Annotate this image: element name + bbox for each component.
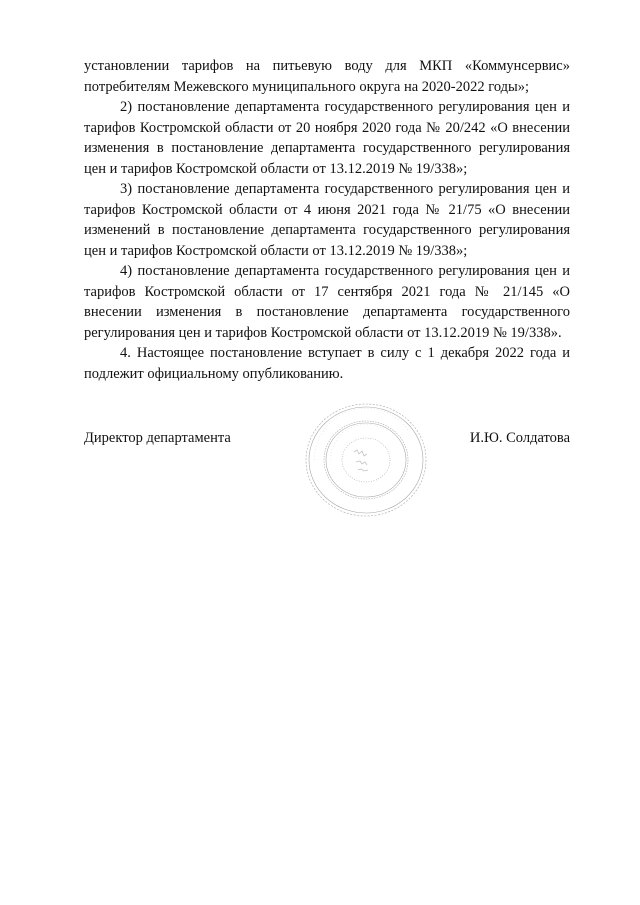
signature-block — [84, 400, 570, 530]
paragraph-continuation: установлении тарифов на питьевую воду для МКП «Коммунсервис» потребителям Межевского муниципального округа на 2020-2022 годы»; — [84, 58, 570, 95]
official-stamp — [296, 400, 436, 520]
svg-text:· · · · · · · · · · · · · · ·: · · · · · · · · · · · · · · · · · · · · · · · · · · · · · · · · · · · · · · · · — [311, 405, 410, 461]
paragraph-effective-date: 4. Настоящее постановление вступает в силу с 1 декабря 2022 года и подлежит официальному опубликованию. — [84, 345, 570, 382]
paragraph-item-2: 2) постановление департамента государственного регулирования цен и тарифов Костромской области от 20 ноября 2020 года № 20/242 «О внесении изменения в постановление департамента государственного регулирования цен и тарифов Костромской области от 13.12.2019 № 19/338»; — [84, 99, 570, 177]
signatory-name: И.Ю. Солдатова — [469, 430, 570, 446]
document-body — [84, 56, 570, 384]
svg-text:· · · · · · · · · · · · · · ·: · · · · · · · · · · · · · · · · · · · · · · · · — [327, 421, 389, 461]
paragraph-item-3: 3) постановление департамента государственного регулирования цен и тарифов Костромской области от 4 июня 2021 года № 21/75 «О внесении изменений в постановление департамента государственного регулирования цен и тарифов Костромской области от 13.12.2019 № 19/338»; — [84, 181, 570, 259]
paragraph-item-4: 4) постановление департамента государственного регулирования цен и тарифов Костромской области от 17 сентября 2021 года № 21/145 «О внесении изменения в постановление департамента государственного регулирования цен и тарифов Костромской области от 13.12.2019 № 19/338». — [84, 263, 570, 341]
signatory-title: Директор департамента — [84, 430, 231, 446]
